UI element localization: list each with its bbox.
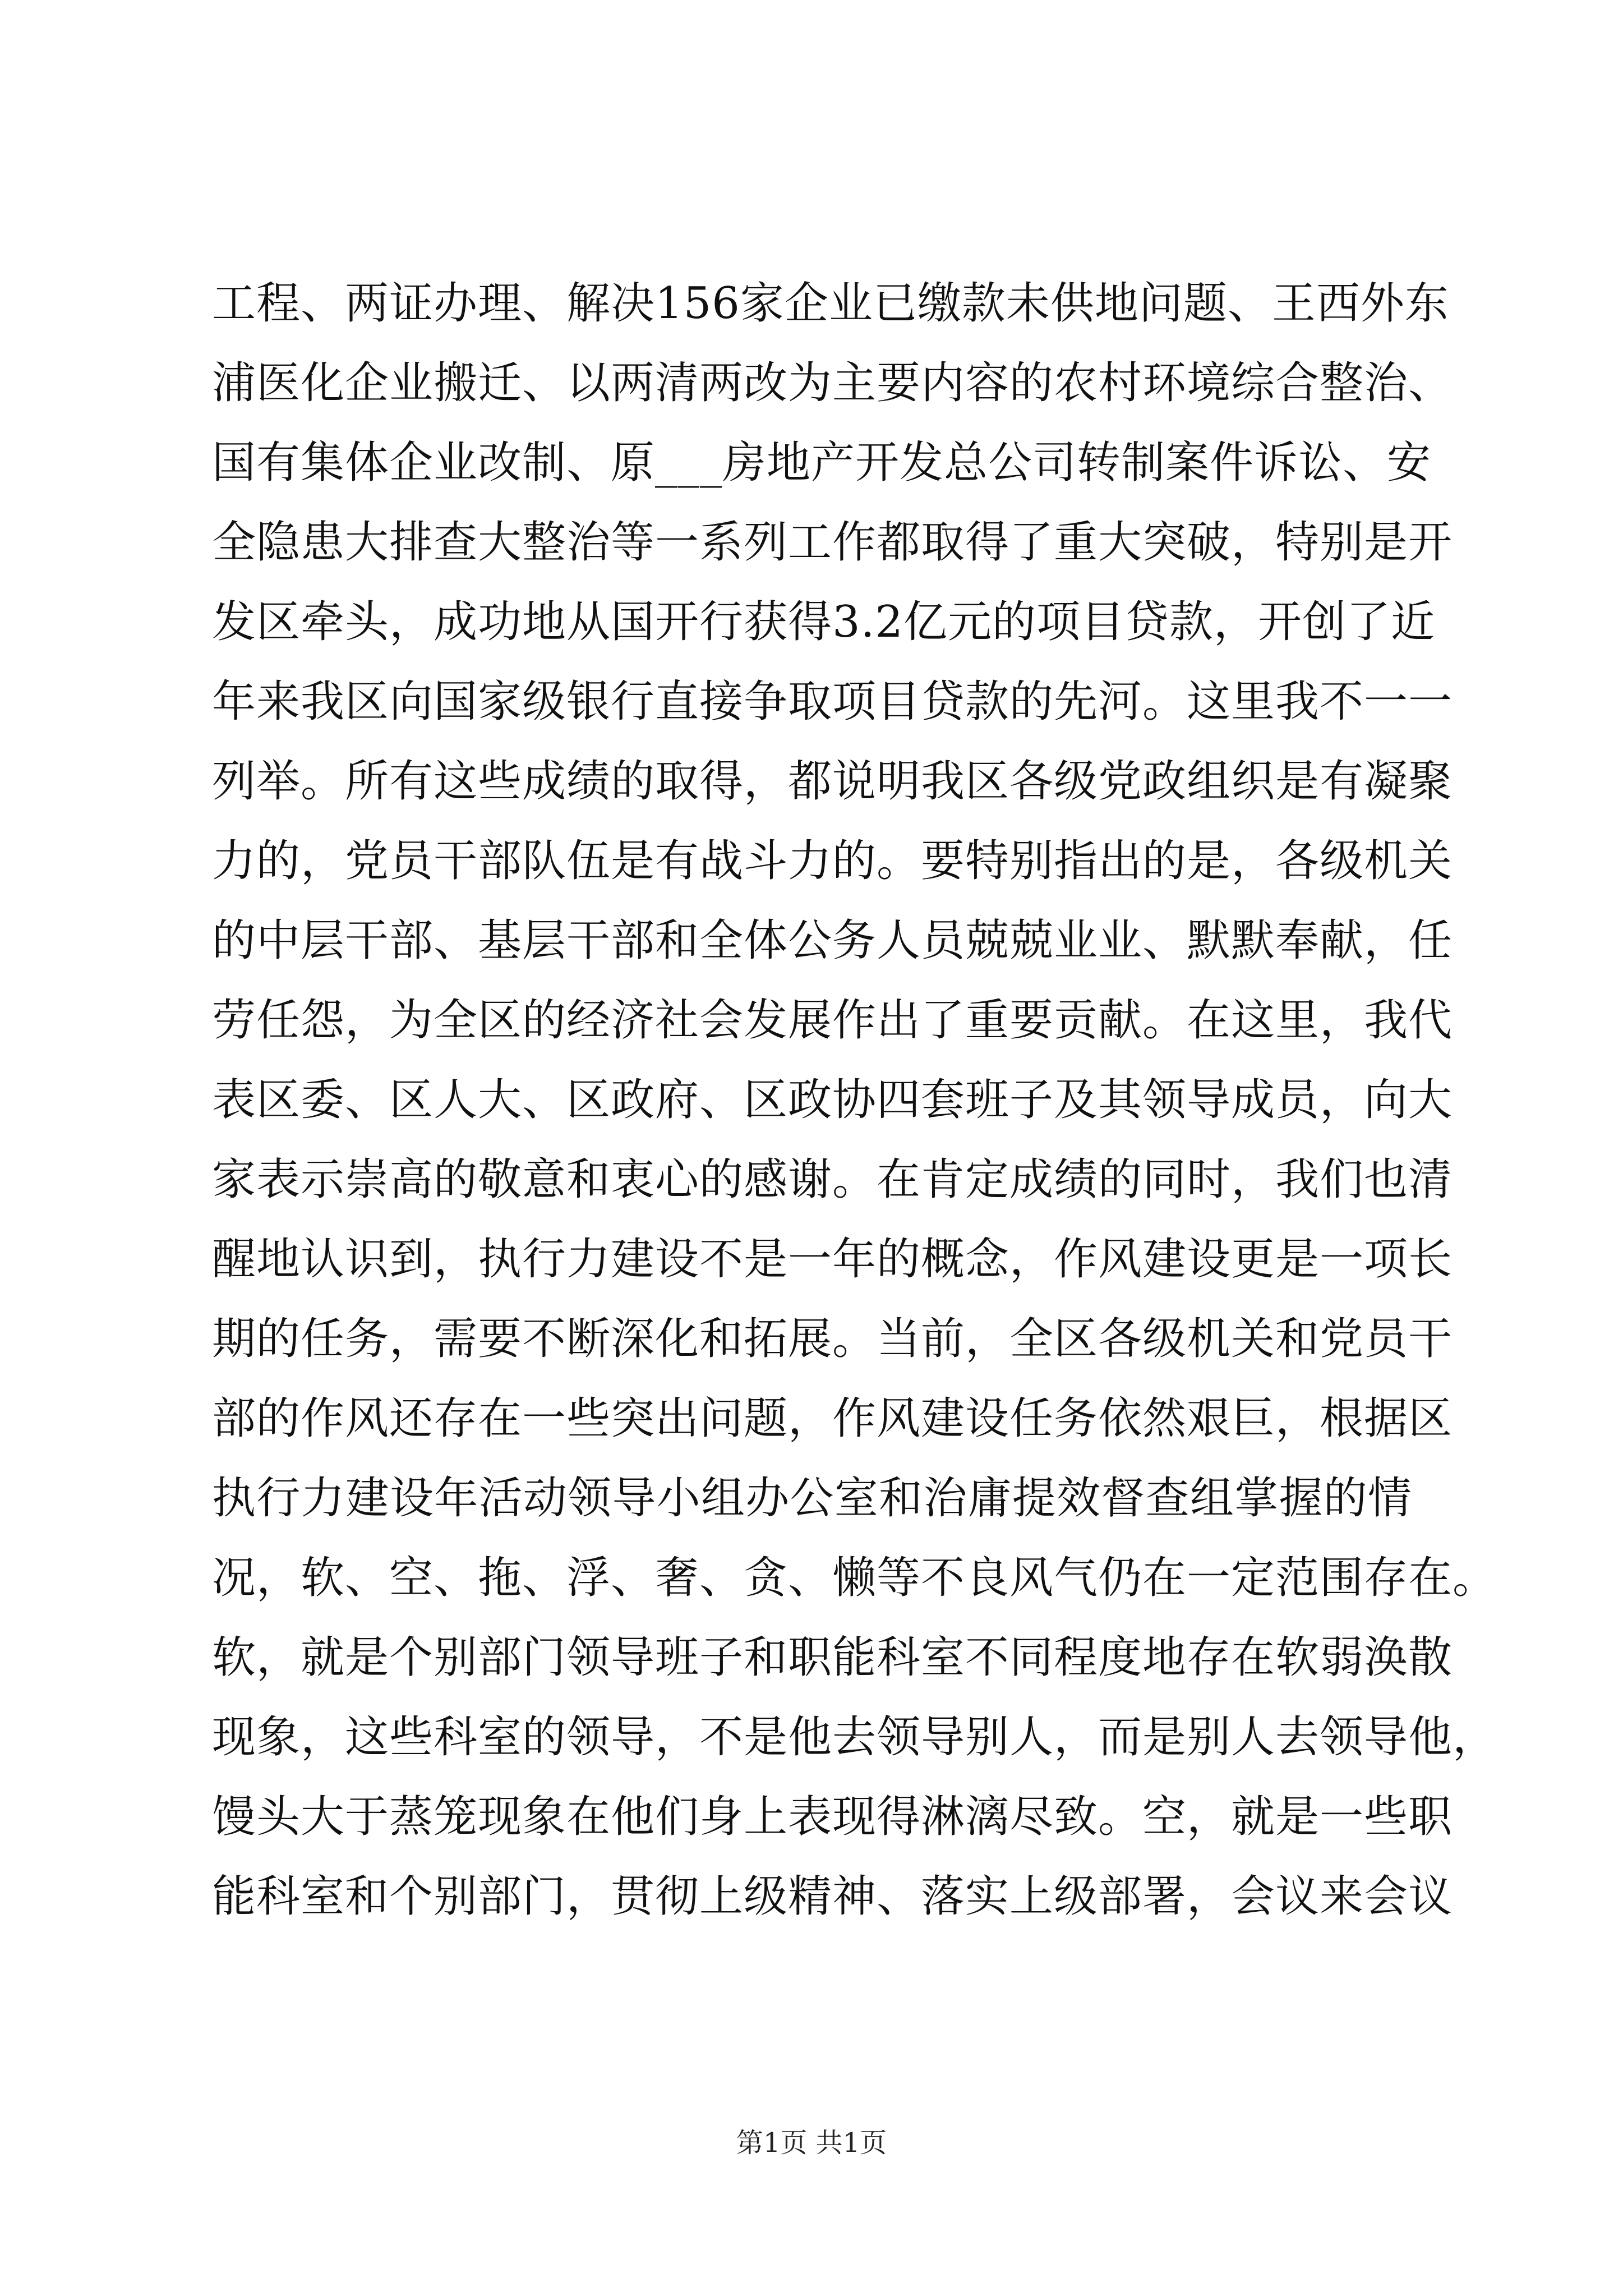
text-line: 年来我区向国家级银行直接争取项目贷款的先河。这里我不一一 bbox=[212, 677, 1453, 727]
text-line: 况，软、空、拖、浮、奢、贪、懒等不良风气仍在一定范围存在。 bbox=[212, 1553, 1497, 1603]
text-line: 的中层干部、基层干部和全体公务人员兢兢业业、默默奉献，任 bbox=[212, 915, 1453, 966]
text-line: 馒头大于蒸笼现象在他们身上表现得淋漓尽致。空，就是一些职 bbox=[212, 1792, 1453, 1842]
page-footer bbox=[0, 2126, 1623, 2160]
text-line: 软，就是个别部门领导班子和职能科室不同程度地存在软弱涣散 bbox=[212, 1632, 1453, 1683]
text-line: 表区委、区人大、区政府、区政协四套班子及其领导成员，向大 bbox=[212, 1075, 1453, 1125]
text-line: 执行力建设年活动领导小组办公室和治庸提效督查组掌握的情 bbox=[212, 1473, 1412, 1524]
text-line: 全隐患大排查大整治等一系列工作都取得了重大突破，特别是开 bbox=[212, 517, 1453, 568]
text-line: 家表示崇高的敬意和衷心的感谢。在肯定成绩的同时，我们也清 bbox=[212, 1154, 1453, 1205]
text-line: 力的，党员干部队伍是有战斗力的。要特别指出的是，各级机关 bbox=[212, 836, 1453, 886]
text-line: 浦医化企业搬迁、以两清两改为主要内容的农村环境综合整治、 bbox=[212, 358, 1453, 408]
text-line: 国有集体企业改制、原___房地产开发总公司转制案件诉讼、安 bbox=[212, 438, 1432, 488]
text-line: 能科室和个别部门，贯彻上级精神、落实上级部署，会议来会议 bbox=[212, 1871, 1453, 1922]
text-line: 劳任怨，为全区的经济社会发展作出了重要贡献。在这里，我代 bbox=[212, 995, 1453, 1046]
text-line: 醒地认识到，执行力建设不是一年的概念，作风建设更是一项长 bbox=[212, 1234, 1453, 1285]
text-line: 工程、两证办理、解决156家企业已缴款未供地问题、王西外东 bbox=[212, 278, 1449, 329]
text-line: 期的任务，需要不断深化和拓展。当前，全区各级机关和党员干 bbox=[212, 1314, 1453, 1364]
page-number-label: 第1页 共1页 bbox=[736, 2127, 887, 2159]
text-line: 现象，这些科室的领导，不是他去领导别人，而是别人去领导他， bbox=[212, 1712, 1497, 1763]
text-line: 发区牵头，成功地从国开行获得3.2亿元的项目贷款，开创了近 bbox=[212, 597, 1436, 647]
body-text bbox=[212, 264, 1497, 1936]
text-line: 列举。所有这些成绩的取得，都说明我区各级党政组织是有凝聚 bbox=[212, 756, 1453, 807]
text-line: 部的作风还存在一些突出问题，作风建设任务依然艰巨，根据区 bbox=[212, 1393, 1453, 1444]
